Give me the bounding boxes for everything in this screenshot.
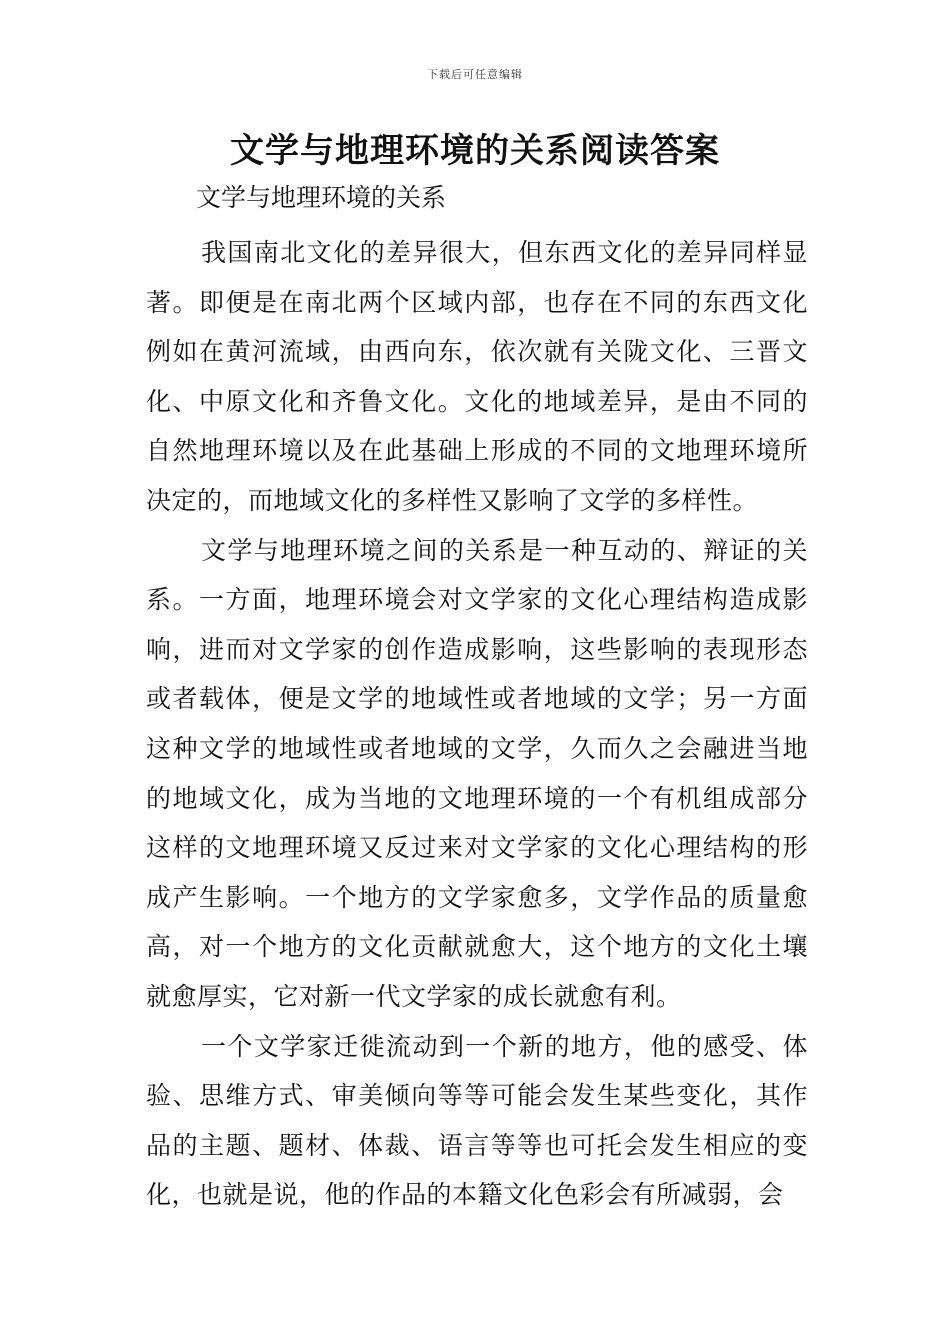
document-title: 文学与地理环境的关系阅读答案 <box>230 131 720 171</box>
paragraph-2: 文学与地理环境之间的关系是一种互动的、辩证的关系。一方面，地理环境会对文学家的文化心理结构造成影响，进而对文学家的创作造成影响，这些影响的表现形态或者载体，便是文学的地域性或者地域的文学；另一方面这种文学的地域性或者地域的文学，久而久之会融进当地的地域文化，成为当地的文地理环境的一个有机组成部分这样的文地理环境又反过来对文学家的文化心理结构的形成产生影响。一个地方的文学家愈多，文学作品的质量愈高，对一个地方的文化贡献就愈大，这个地方的文化土壤就愈厚实，它对新一代文学家的成长就愈有利。 <box>146 535 808 1011</box>
document-subtitle: 文学与地理环境的关系 <box>196 183 447 212</box>
document-body <box>146 228 808 1220</box>
paragraph-1: 我国南北文化的差异很大，但东西文化的差异同样显著。即便是在南北两个区域内部，也存在不同的东西文化例如在黄河流域，由西向东，依次就有关陇文化、三晋文化、中原文化和齐鲁文化。文化的地域差异，是由不同的自然地理环境以及在此基础上形成的不同的文地理环境所决定的，而地域文化的多样性又影响了文学的多样性。 <box>146 238 808 515</box>
page-header-note: 下载后可任意编辑 <box>427 68 523 81</box>
paragraph-3: 一个文学家迁徙流动到一个新的地方，他的感受、体验、思维方式、审美倾向等等可能会发生某些变化，其作品的主题、题材、体裁、语言等等也可托会发生相应的变化，也就是说，他的作品的本籍文化色彩会有所减弱，会 <box>146 1031 808 1210</box>
